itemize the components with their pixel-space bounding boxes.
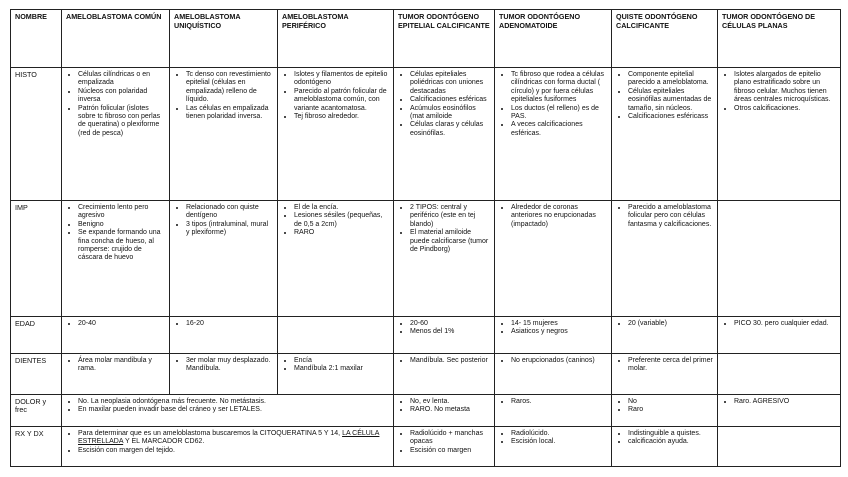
table-cell	[62, 354, 170, 395]
table-cell	[718, 201, 841, 317]
list-item: • 3er molar muy desplazado. Mandíbula.	[186, 357, 273, 374]
list-item: • Células cilíndricas o en empalizada	[78, 71, 165, 88]
table-cell	[612, 395, 718, 427]
list-item: • No erupcionados (caninos)	[511, 357, 607, 365]
list-item: • Islotes y filamentos de epitelio odontógeno	[294, 71, 389, 88]
list-item: • Asiaticos y negros	[511, 328, 607, 336]
header-cell: TUMOR ODONTÓGENO EPITELIAL CALCIFICANTE	[394, 10, 495, 68]
table-cell	[170, 68, 278, 201]
table-cell	[394, 68, 495, 201]
list-item: • Benigno	[78, 221, 165, 229]
list-item: • 3 tipos (intraluminal, mural y plexiforme)	[186, 221, 273, 238]
list-item: • Raros.	[511, 398, 607, 406]
list-item: • 20-60	[410, 320, 490, 328]
table-cell	[62, 317, 170, 354]
list-item: • Calcificaciones esféricass	[628, 113, 713, 121]
list-item: • Mandíbula 2:1 maxilar	[294, 365, 389, 373]
header-cell: TUMOR ODONTÓGENO ADENOMATOIDE	[495, 10, 612, 68]
list-item: • 20-40	[78, 320, 165, 328]
list-item: • No, ev lenta.	[410, 398, 490, 406]
list-item: • Lesiones sésiles (pequeñas, de 0,5 a 2cm)	[294, 212, 389, 229]
list-item: • Componente epitelial parecido a ameloblatoma.	[628, 71, 713, 88]
table-cell	[612, 317, 718, 354]
list-item: • Radiolúcido + manchas opacas	[410, 430, 490, 447]
table-cell	[718, 395, 841, 427]
table-cell	[495, 68, 612, 201]
list-item: • Crecimiento lento pero agresivo	[78, 204, 165, 221]
list-item: • En maxilar pueden invadir base del cráneo y ser LETALES.	[78, 406, 389, 414]
list-item: • 16-20	[186, 320, 273, 328]
list-item: • Calcificaciones esféricas	[410, 96, 490, 104]
table-cell	[495, 201, 612, 317]
row-label: RX Y DX	[11, 427, 62, 467]
rx-text-underlined: LA CÉLULA ESTRELLADA	[78, 430, 380, 446]
header-cell: NOMBRE	[11, 10, 62, 68]
header-cell: AMELOBLASTOMA PERIFÉRICO	[278, 10, 394, 68]
list-item: • Células claras y células eosinófilas.	[410, 121, 490, 138]
list-item: • Las células en empalizada tienen polaridad inversa.	[186, 105, 273, 122]
list-item: • Tc fibroso que rodea a células cilíndricas con forma ductal ( círculo) y por fuera células epiteliales fusiformes	[511, 71, 607, 105]
list-item: • Células epiteliales poliédricas con uniones destacadas	[410, 71, 490, 96]
header-cell: TUMOR ODONTÓGENO DE CÉLULAS PLANAS	[718, 10, 841, 68]
table-cell	[495, 354, 612, 395]
list-item: • Escisión co margen	[410, 447, 490, 455]
table-cell	[278, 68, 394, 201]
table-cell	[394, 427, 495, 467]
list-item: • PICO 30. pero cualquier edad.	[734, 320, 836, 328]
table-cell	[278, 317, 394, 354]
list-item: • Alrededor de coronas anteriores no erupcionadas (impactado)	[511, 204, 607, 229]
table-cell	[170, 201, 278, 317]
list-item: • Islotes alargados de epitelio plano estratificado sobre un fibroso celular. Muchos tienen áreas centrales microquísticas.	[734, 71, 836, 105]
table-cell	[718, 354, 841, 395]
list-item: • RARO	[294, 229, 389, 237]
list-item: • Tej fibroso alrededor.	[294, 113, 389, 121]
table-cell-span	[62, 427, 394, 467]
list-item: • Raro	[628, 406, 713, 414]
rx-text-pre: Para determinar que es un ameloblastoma buscaremos la CITOQUERATINA 5 Y 14,	[78, 430, 343, 437]
list-item: • Escisión local.	[511, 438, 607, 446]
list-item: • El material amiloide puede calcificarse (tumor de Pindborg)	[410, 229, 490, 254]
list-item: • Tc denso con revestimiento epitelial (células en empalizada) relleno de líquido.	[186, 71, 273, 105]
table-cell	[718, 427, 841, 467]
table-row-imp	[11, 201, 841, 317]
list-item: • Relacionado con quiste dentígeno	[186, 204, 273, 221]
list-item: • Menos del 1%	[410, 328, 490, 336]
table-cell	[718, 317, 841, 354]
table-cell	[394, 354, 495, 395]
table-cell	[394, 201, 495, 317]
table-row-dientes	[11, 354, 841, 395]
list-item: • calcificación ayuda.	[628, 438, 713, 446]
list-item: • Área molar mandibula y rama.	[78, 357, 165, 374]
list-item: • No	[628, 398, 713, 406]
comparison-table-wrapper	[10, 9, 840, 467]
table-row-edad	[11, 317, 841, 354]
table-cell	[394, 395, 495, 427]
list-item: • 20 (variable)	[628, 320, 713, 328]
list-item: • El de la encía.	[294, 204, 389, 212]
table-row-dolor	[11, 395, 841, 427]
table-cell	[170, 317, 278, 354]
list-item: • Núcleos con polaridad inversa	[78, 88, 165, 105]
list-item: • Parecido al patrón folicular de ameloblastoma común, con variante acantomatosa.	[294, 88, 389, 113]
table-cell	[612, 201, 718, 317]
list-item	[78, 430, 389, 447]
list-item: • A veces calcificaciones esféricas.	[511, 121, 607, 138]
list-item: • Parecido a ameloblastoma folicular pero con células fantasma y calcificaciones.	[628, 204, 713, 229]
table-row-histo	[11, 68, 841, 201]
table-cell	[612, 427, 718, 467]
table-cell	[62, 68, 170, 201]
table-cell	[612, 68, 718, 201]
table-cell	[394, 317, 495, 354]
list-item: • 14- 15 mujeres	[511, 320, 607, 328]
table-cell	[278, 201, 394, 317]
list-item: • Encía	[294, 357, 389, 365]
list-item: • Escisión con margen del tejido.	[78, 447, 389, 455]
list-item: • Patrón folicular (islotes sobre tc fibroso con perlas de queratina) o plexiforme (red de pesca)	[78, 105, 165, 139]
table-cell-span	[62, 395, 394, 427]
list-item: • Preferente cerca del primer molar.	[628, 357, 713, 374]
list-item: • RARO. No metasta	[410, 406, 490, 414]
header-cell: AMELOBLASTOMA COMÚN	[62, 10, 170, 68]
header-cell: QUISTE ODONTÓGENO CALCIFICANTE	[612, 10, 718, 68]
header-cell: AMELOBLASTOMA UNIQUÍSTICO	[170, 10, 278, 68]
list-item: • Otros calcificaciones.	[734, 105, 836, 113]
list-item: • Se expande formando una fina concha de hueso, al romperse: crujido de cáscara de huevo	[78, 229, 165, 263]
header-row	[11, 10, 841, 68]
list-item: • 2 TIPOS: central y periférico (este en tej blando)	[410, 204, 490, 229]
table-cell	[718, 68, 841, 201]
list-item: • Raro. AGRESIVO	[734, 398, 836, 406]
list-item: • No. La neoplasia odontógena más frecuente. No metástasis.	[78, 398, 389, 406]
row-label: DOLOR y frec	[11, 395, 62, 427]
table-row-rx	[11, 427, 841, 467]
list-item: • Los ductos (el relleno) es de PAS.	[511, 105, 607, 122]
table-cell	[495, 317, 612, 354]
odontogenic-tumors-table	[10, 9, 841, 467]
rx-text-post: Y EL MARCADOR CD62.	[123, 438, 205, 446]
table-cell	[495, 395, 612, 427]
table-cell	[612, 354, 718, 395]
table-cell	[170, 354, 278, 395]
list-item: • Mandíbula. Sec posterior	[410, 357, 490, 365]
row-label: IMP	[11, 201, 62, 317]
list-item: • Indistinguible a quistes.	[628, 430, 713, 438]
row-label: DIENTES	[11, 354, 62, 395]
table-cell	[278, 354, 394, 395]
list-item: • Células epiteliales eosinófilas aumentadas de tamaño, sin núcleos.	[628, 88, 713, 113]
table-cell	[495, 427, 612, 467]
row-label: EDAD	[11, 317, 62, 354]
list-item: • Radiolúcido.	[511, 430, 607, 438]
row-label: HISTO	[11, 68, 62, 201]
table-cell	[62, 201, 170, 317]
list-item: • Acúmulos eosinófilos (mat amiloide	[410, 105, 490, 122]
